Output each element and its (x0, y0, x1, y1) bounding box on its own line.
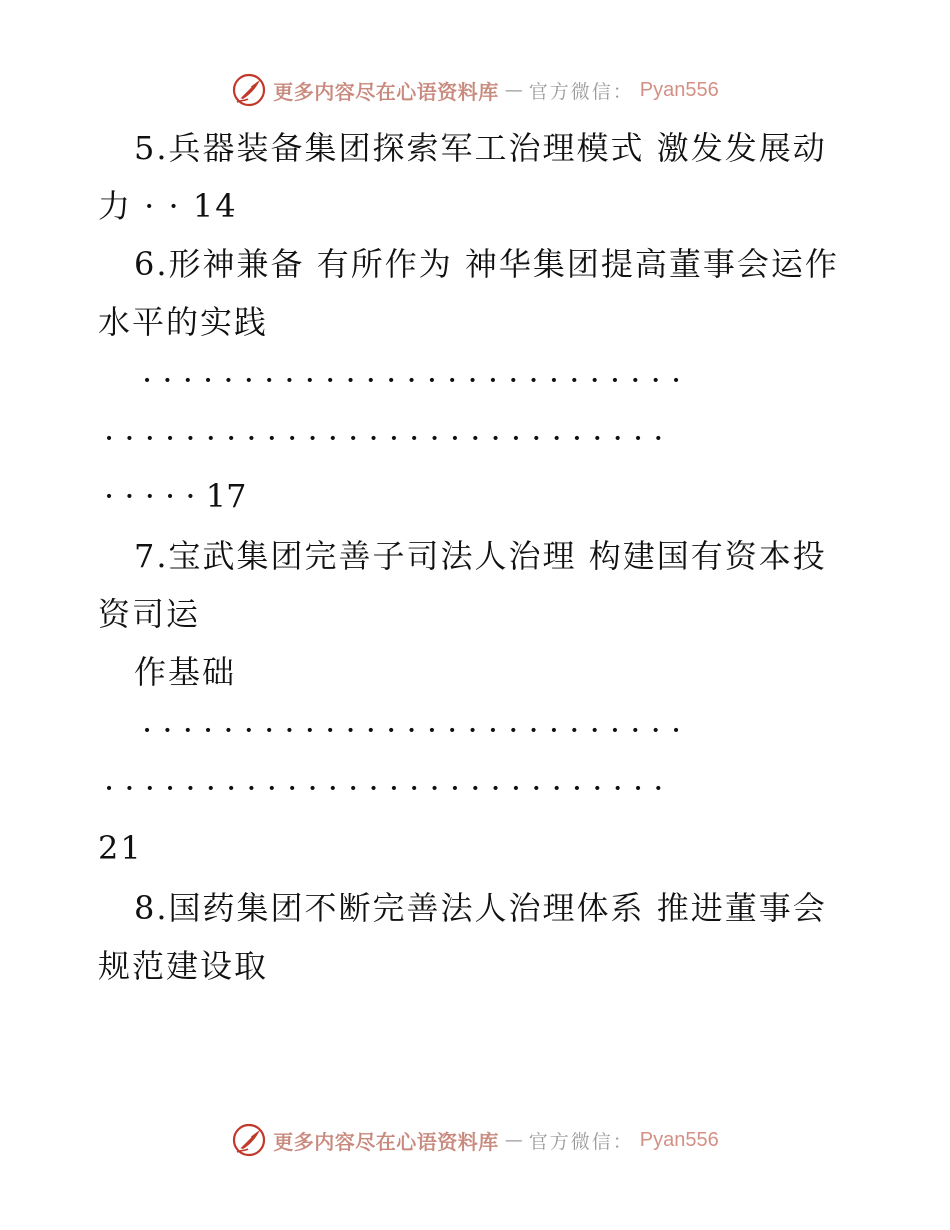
watermark-wechat-id: Pyan556 (639, 1128, 719, 1151)
toc-entry-6-leader-dots-1: · · · · · · · · · · · · · · · · · · · · · · · · · · · (142, 361, 682, 399)
toc-entry-8-line-2: 规范建设取 (98, 947, 269, 985)
toc-entry-8-line-1: 8.国药集团不断完善法人治理体系 推进董事会 (134, 889, 827, 927)
watermark-main-text: 更多内容尽在心语资料库 (273, 79, 499, 104)
toc-entry-5-line-2: 力 · · 14 (98, 187, 238, 225)
watermark-wechat-label: 官方微信： (528, 1130, 634, 1153)
watermark-separator: — (504, 79, 523, 101)
toc-entry-7-leader-dots-2: · · · · · · · · · · · · · · · · · · · · · · · · · · · · (104, 769, 664, 807)
toc-entry-7-line-1: 7.宝武集团完善子司法人治理 构建国有资本投 (134, 537, 827, 575)
toc-entry-6-line-1: 6.形神兼备 有所作为 神华集团提高董事会运作 (134, 245, 839, 283)
quill-logo-icon (231, 1122, 267, 1158)
toc-entry-7-leader-dots-1: · · · · · · · · · · · · · · · · · · · · · · · · · · · (142, 711, 682, 749)
toc-entry-7-page-number: 21 (98, 829, 143, 867)
watermark-banner-top (0, 68, 950, 112)
toc-entry-7-line-2: 资司运 (98, 595, 201, 633)
quill-logo-icon (231, 72, 267, 108)
watermark-separator: — (504, 1129, 523, 1151)
watermark-main-text: 更多内容尽在心语资料库 (273, 1129, 499, 1154)
watermark-wechat-label: 官方微信： (528, 80, 634, 103)
toc-entry-5-line-1: 5.兵器装备集团探索军工治理模式 激发发展动 (134, 129, 827, 167)
watermark-wechat-id: Pyan556 (639, 78, 719, 101)
watermark-banner-bottom (0, 1118, 950, 1162)
toc-entry-6-leader-dots-3: · · · · · 17 (104, 477, 247, 515)
toc-entry-7-line-3: 作基础 (134, 653, 237, 691)
toc-entry-6-line-2: 水平的实践 (98, 303, 269, 341)
toc-entry-6-leader-dots-2: · · · · · · · · · · · · · · · · · · · · · · · · · · · · (104, 419, 664, 457)
